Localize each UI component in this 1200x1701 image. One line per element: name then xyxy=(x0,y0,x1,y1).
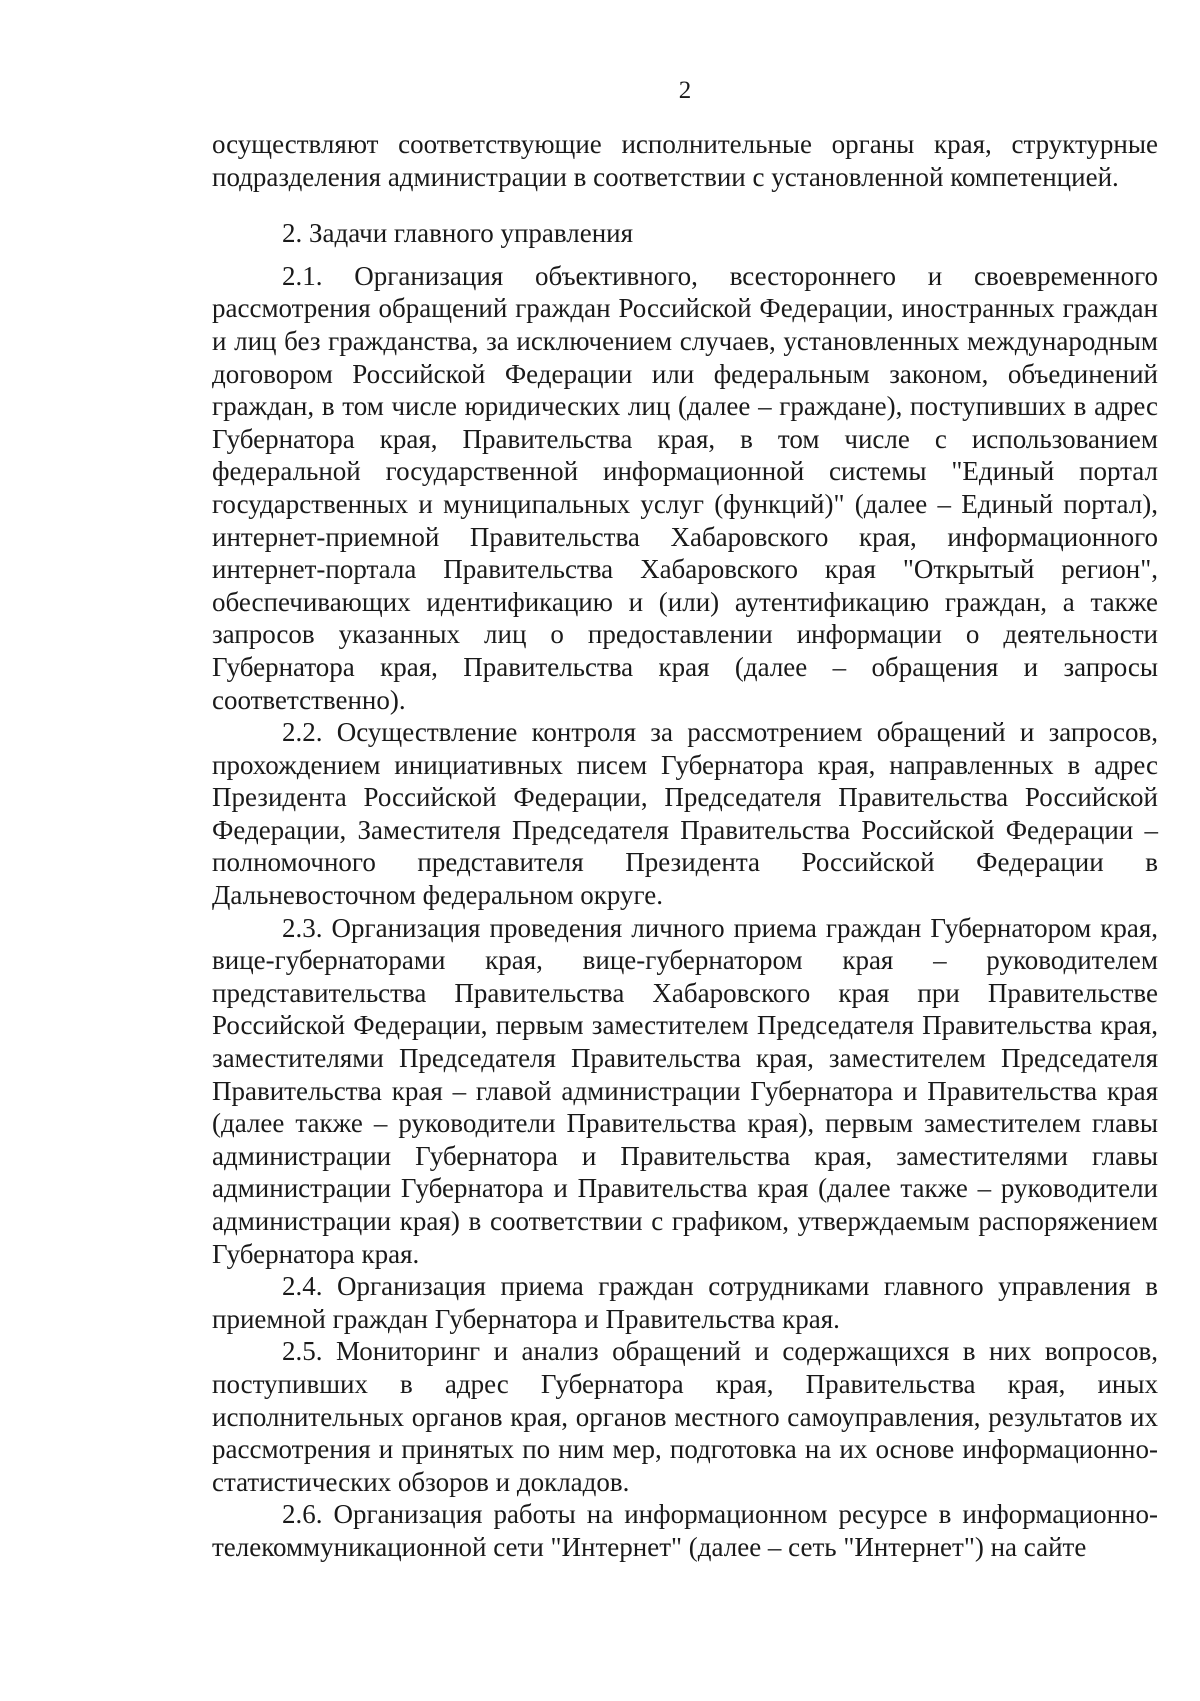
section-heading: 2. Задачи главного управления xyxy=(282,218,634,249)
paragraph-2-1: 2.1. Организация объективного, всестороннего и своевременного рассмотрения обращений граждан Российской Федерации, иностранных граждан и лиц без гражданства, за исключением случаев, установленных международным договором Российской Федерации или федеральным законом, объединений граждан, в том числе юридических лиц (далее – граждане), поступивших в адрес Губернатора края, Правительства края, в том числе с использованием федеральной государственной информационной системы "Единый портал государственных и муниципальных услуг (функций)" (далее – Единый портал), интернет-приемной Правительства Хабаровского края, информационного интернет-портала Правительства Хабаровского края "Открытый регион", обеспечивающих идентификацию и (или) аутентификацию граждан, а также запросов указанных лиц о предоставлении информации о деятельности Губернатора края, Правительства края (далее – обращения и запросы соответственно). xyxy=(212,260,1158,715)
paragraph-2-2: 2.2. Осуществление контроля за рассмотрением обращений и запросов, прохождением инициативных писем Губернатора края, направленных в адрес Президента Российской Федерации, Председателя Правительства Российской Федерации, Заместителя Председателя Правительства Российской Федерации – полномочного представителя Президента Российской Федерации в Дальневосточном федеральном округе. xyxy=(212,717,1158,911)
page-number: 2 xyxy=(678,77,692,104)
paragraph-2-6: 2.6. Организация работы на информационном ресурсе в информационно-телекоммуникационной сети "Интернет" (далее – сеть "Интернет") на сайте xyxy=(212,1499,1158,1562)
paragraph-2-5: 2.5. Мониторинг и анализ обращений и содержащихся в них вопросов, поступивших в адрес Губернатора края, Правительства края, иных исполнительных органов края, органов местного самоуправления, результатов их рассмотрения и принятых по ним мер, подготовка на их основе информационно-статистических обзоров и докладов. xyxy=(212,1336,1158,1497)
paragraph-2-4: 2.4. Организация приема граждан сотрудниками главного управления в приемной граждан Губернатора и Правительства края. xyxy=(212,1271,1158,1334)
paragraph-2-3: 2.3. Организация проведения личного приема граждан Губернатором края, вице-губернаторами края, вице-губернатором края – руководителем представительства Правительства Хабаровского края при Правительстве Российской Федерации, первым заместителем Председателя Правительства края, заместителями Председателя Правительства края, заместителем Председателя Правительства края – главой администрации Губернатора и Правительства края (далее также – руководители Правительства края), первым заместителем главы администрации Губернатора и Правительства края, заместителями главы администрации Губернатора и Правительства края (далее также – руководители администрации края) в соответствии с графиком, утверждаемым распоряжением Губернатора края. xyxy=(212,912,1158,1269)
intro-paragraph: осуществляют соответствующие исполнительные органы края, структурные подразделения администрации в соответствии с установленной компетенцией. xyxy=(212,129,1158,192)
document-body xyxy=(212,128,1158,1564)
